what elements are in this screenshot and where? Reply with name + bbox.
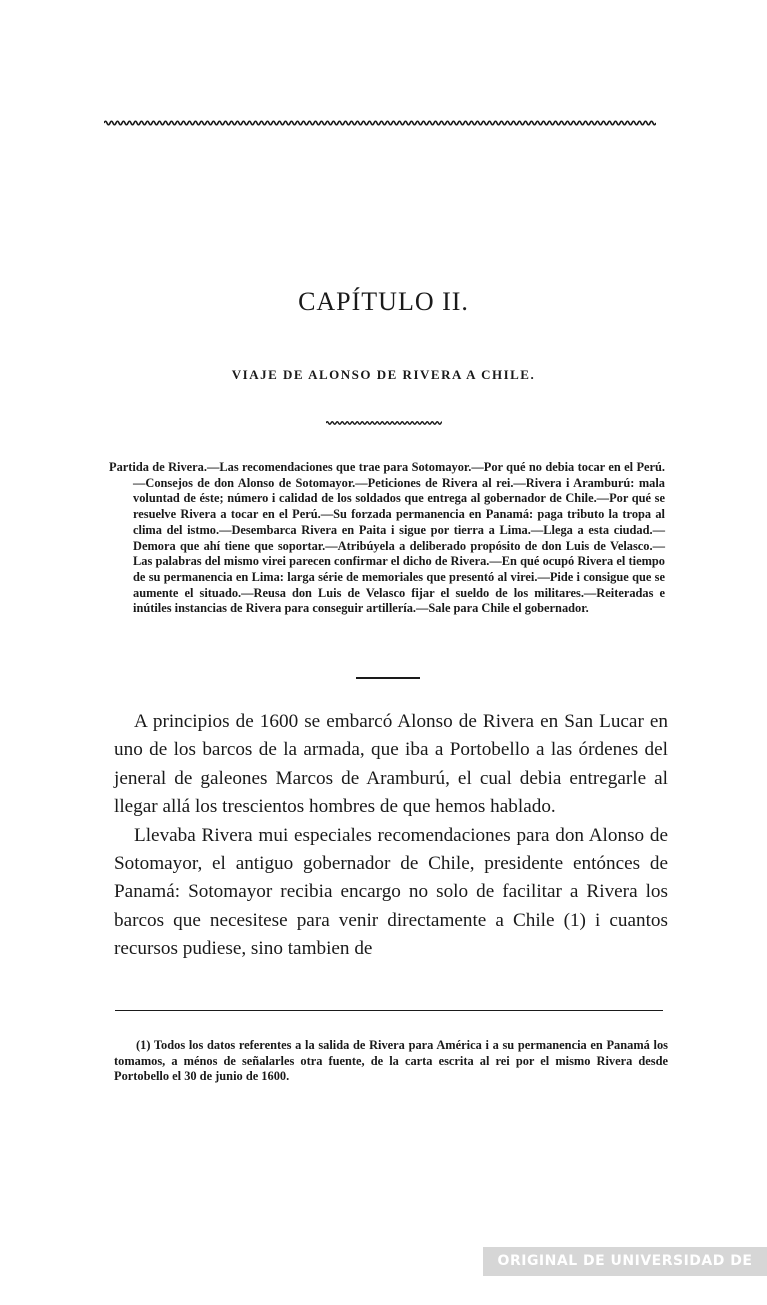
chapter-title: CAPÍTULO II.: [298, 287, 469, 316]
chapter-summary: Partida de Rivera.—Las recomendaciones que trae para Sotomayor.—Por qué no debia tocar en el Perú.—Consejos de don Alonso de Sotomayor.—Peticiones de Rivera al rei.—Rivera i Aramburú: mala voluntad de éste; número i calidad de los soldados que entrega al gobernador de Chile.—Por qué se resuelve Rivera a tocar en el Perú.—Su forzada permanencia en Panamá: paga tributo la tropa al clima del istmo.—Desembarca Rivera en Paita i sigue por tierra a Lima.—Llega a esta ciudad.—Demora que ahí tiene que soportar.—Atribúyela a deliberado propósito de don Luis de Velasco.—Las palabras del mismo virei parecen confirmar el dicho de Rivera.—En qué ocupó Rivera el tiempo de su permanencia en Lima: larga série de memoriales que presentó al virei.—Pide i consigue que se aumente el situado.—Reusa don Luis de Velasco fijar el sueldo de los militares.—Reiteradas e inútiles instancias de Rivera para conseguir artillería.—Sale para Chile el gobernador.: [109, 460, 665, 616]
paragraph-2: Llevaba Rivera mui especiales recomendaciones para don Alonso de Sotomayor, el antiguo gobernador de Chile, presidente entónces de Panamá: Sotomayor recibia encargo no solo de facilitar a Rivera los barcos que necesitese para venir directamente a Chile (1) i cuantos recursos pudiese, sino tambien de: [114, 824, 668, 960]
library-watermark: ORIGINAL DE UNIVERSIDAD DE CHILE: [483, 1247, 767, 1276]
footnote-divider: [115, 1010, 663, 1011]
footnote-text: (1) Todos los datos referentes a la salida de Rivera para América i a su permanencia en Panamá los tomamos, a ménos de señalarles otra fuente, de la carta escrita al rei por el mismo Rivera desde Portobello el 30 de junio de 1600.: [114, 1038, 668, 1084]
section-divider: [356, 677, 420, 679]
top-ornamental-rule: [104, 119, 656, 127]
footnote: [114, 1038, 668, 1085]
paragraph-1: A principios de 1600 se embarcó Alonso de Rivera en San Lucar en uno de los barcos de la armada, que iba a Portobello a las órdenes del jeneral de galeones Marcos de Aramburú, el cual debia entregarle al llegar allá los trescientos hombres de que hemos hablado.: [114, 711, 668, 818]
subtitle-ornamental-rule: [326, 420, 442, 426]
main-text: [114, 708, 668, 964]
chapter-subtitle: VIAJE DE ALONSO DE RIVERA A CHILE.: [231, 367, 536, 382]
